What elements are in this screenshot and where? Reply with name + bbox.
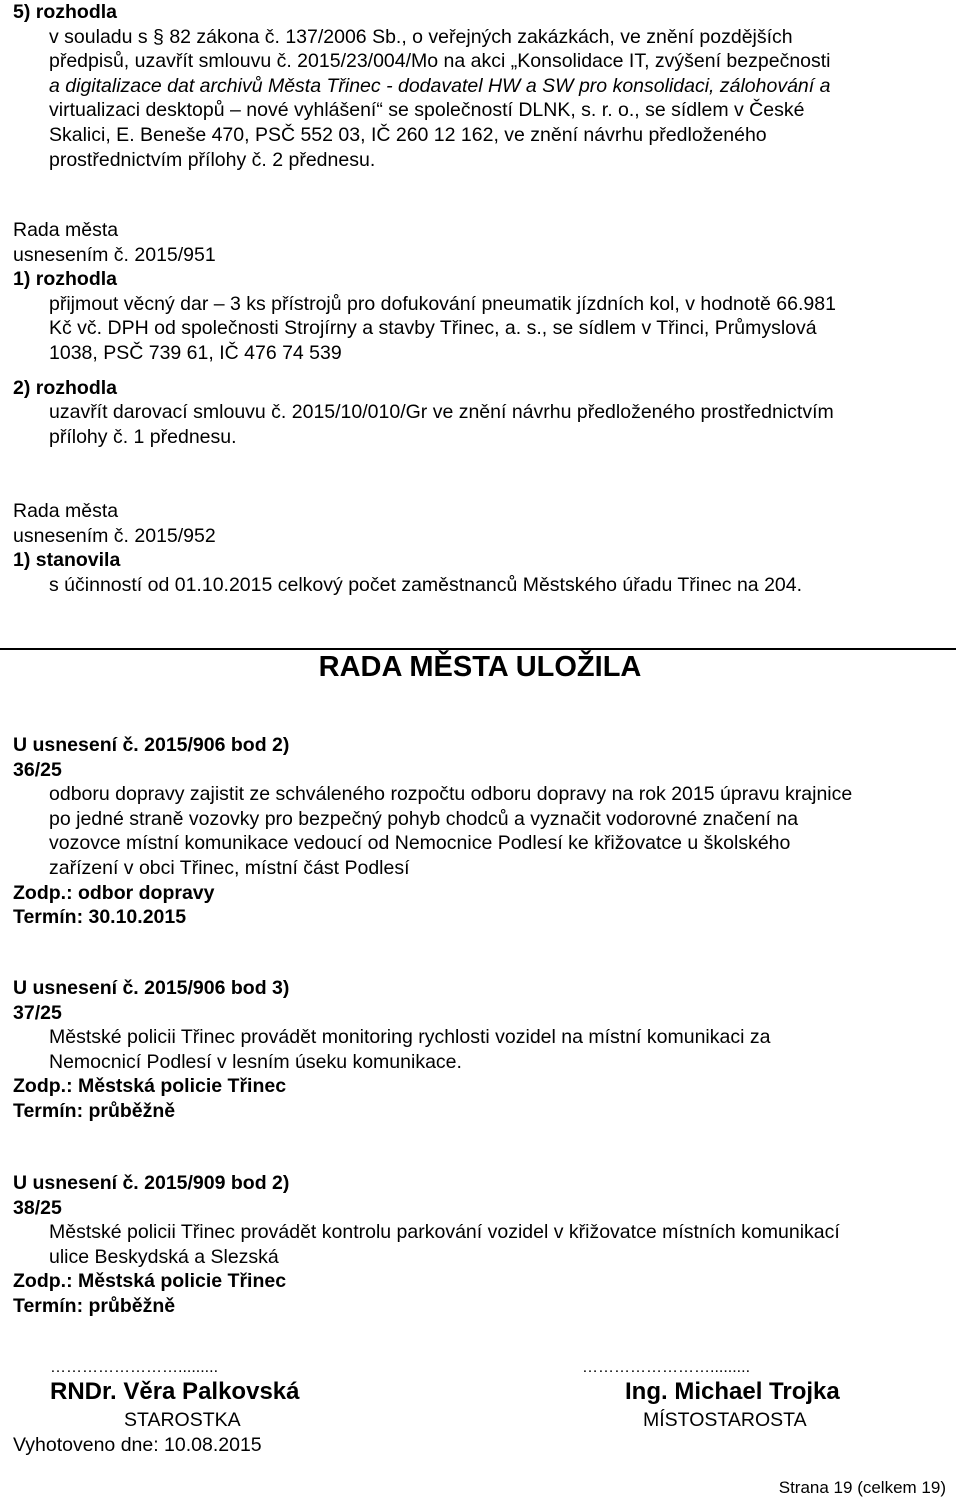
resolution-951: [13, 218, 947, 449]
text-line: Nemocnicí Podlesí v lesním úseku komunikace.: [49, 1050, 462, 1073]
item-label: 1) stanovila: [13, 549, 121, 572]
text-line: po jedné straně vozovky pro bezpečný pohyb chodců a vyznačit vodorovné značení na: [49, 807, 799, 830]
text-line: odboru dopravy zajistit ze schváleného rozpočtu odboru dopravy na rok 2015 úpravu krajnice: [49, 783, 853, 806]
text-line: virtualizaci desktopů – nové vyhlášení“ se společností DLNK, s. r. o., se sídlem v České: [49, 99, 805, 122]
text-line: s účinností od 01.10.2015 celkový počet zaměstnanců Městského úřadu Třinec na 204.: [49, 573, 803, 596]
task-responsible: Zodp.: Městská policie Třinec: [13, 1270, 287, 1293]
task-deadline: Termín: 30.10.2015: [13, 906, 187, 929]
task-responsible: Zodp.: Městská policie Třinec: [13, 1075, 287, 1098]
signature-name-right: Ing. Michael Trojka: [625, 1378, 840, 1405]
text-line: ulice Beskydská a Slezská: [49, 1245, 279, 1268]
text-line: uzavřít darovací smlouvu č. 2015/10/010/Gr ve znění návrhu předloženého prostřednictvím: [49, 401, 834, 424]
text-line: vozovce místní komunikace vedoucí od Nemocnice Podlesí ke křižovatce u školského: [49, 832, 791, 855]
task-text: [13, 1220, 947, 1269]
task-deadline: Termín: průběžně: [13, 1099, 176, 1122]
signature-name-left: RNDr. Věra Palkovská: [50, 1378, 300, 1405]
task-number: 38/25: [13, 1196, 62, 1219]
text-line: Městské policii Třinec provádět monitoring rychlosti vozidel na místní komunikaci za: [49, 1026, 771, 1049]
task-ref: U usnesení č. 2015/909 bod 2): [13, 1172, 290, 1194]
section-title: RADA MĚSTA ULOŽILA: [318, 651, 642, 683]
text-line: Skalici, E. Beneše 470, PSČ 552 03, IČ 260 12 162, ve znění návrhu předloženého: [49, 123, 767, 146]
item-text: [13, 292, 947, 366]
item-5-block: [13, 0, 947, 172]
task-text: [13, 1025, 947, 1074]
task-deadline: Termín: průběžně: [13, 1294, 176, 1317]
text-line: zařízení v obci Třinec, místní část Podlesí: [49, 856, 410, 879]
task-37-25: [13, 976, 947, 1124]
item-label: 1) rozhodla: [13, 268, 118, 291]
item-text: [13, 400, 947, 449]
text-line: 1038, PSČ 739 61, IČ 476 74 539: [49, 341, 342, 364]
text-line: a digitalizace dat archivů Města Třinec - dodavatel HW a SW pro konsolidaci, zálohování a: [49, 74, 831, 97]
resolution-number: usnesením č. 2015/952: [13, 524, 216, 547]
text-line: prostřednictvím přílohy č. 2 přednesu.: [49, 148, 376, 171]
text-line: Městské policii Třinec provádět kontrolu parkování vozidel v křižovatce místních komunikací: [49, 1221, 840, 1244]
signature-role-right: MÍSTOSTAROSTA: [643, 1409, 807, 1431]
page-number: Strana 19 (celkem 19): [778, 1478, 946, 1497]
text-line: v souladu s § 82 zákona č. 137/2006 Sb., o veřejných zakázkách, ve znění pozdějších: [49, 25, 793, 48]
item-label: 5) rozhodla: [13, 1, 118, 23]
task-ref: U usnesení č. 2015/906 bod 2): [13, 734, 290, 756]
task-ref: U usnesení č. 2015/906 bod 3): [13, 977, 290, 999]
item-text: [13, 25, 947, 173]
task-number: 37/25: [13, 1001, 62, 1024]
item-text: [13, 573, 947, 598]
task-38-25: [13, 1171, 947, 1319]
item-label: 2) rozhodla: [13, 376, 118, 399]
task-number: 36/25: [13, 758, 62, 781]
text-line: přílohy č. 1 přednesu.: [49, 425, 237, 448]
council-label: Rada města: [13, 219, 119, 241]
council-label: Rada města: [13, 500, 119, 522]
signature-line-left: …………………….........: [50, 1359, 219, 1376]
resolution-952: [13, 499, 947, 597]
task-36-25: [13, 733, 947, 930]
task-text: [13, 782, 947, 880]
text-line: předpisů, uzavřít smlouvu č. 2015/23/004/Mo na akci „Konsolidace IT, zvýšení bezpečnosti: [49, 50, 831, 73]
creation-date: Vyhotoveno dne: 10.08.2015: [13, 1434, 262, 1456]
resolution-number: usnesením č. 2015/951: [13, 243, 216, 266]
task-responsible: Zodp.: odbor dopravy: [13, 881, 215, 904]
text-line: Kč vč. DPH od společnosti Strojírny a stavby Třinec, a. s., se sídlem v Třinci, Průmyslová: [49, 317, 817, 340]
signature-line-right: …………………….........: [582, 1359, 751, 1376]
signature-role-left: STAROSTKA: [124, 1409, 241, 1431]
text-line: přijmout věcný dar – 3 ks přístrojů pro dofukování pneumatik jízdních kol, v hodnotě 66.981: [49, 292, 836, 315]
